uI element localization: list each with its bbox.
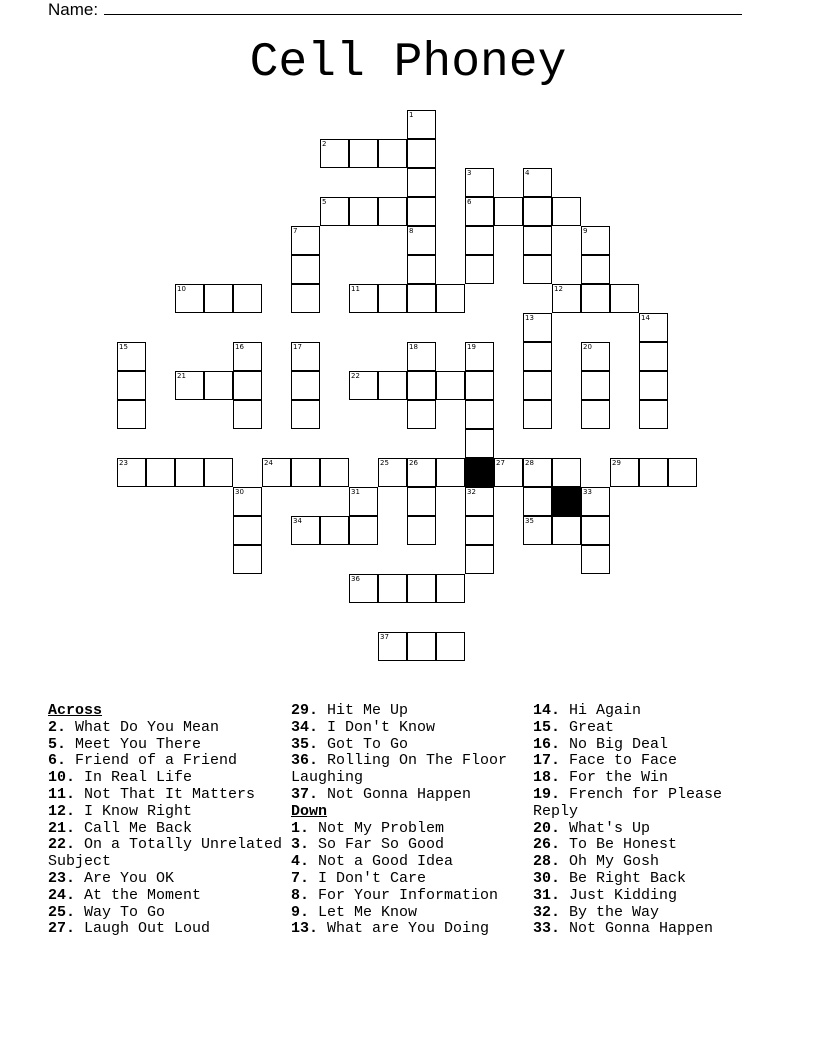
clue-item (291, 921, 523, 938)
clue-item (291, 737, 523, 754)
grid-cell[interactable] (349, 516, 378, 545)
clue-item-number: 1. (291, 819, 310, 837)
grid-cell[interactable] (378, 458, 407, 487)
clue-item-text: In Real Life (75, 769, 193, 787)
clue-item-number: 4. (291, 853, 310, 871)
clue-item-text: What are You Doing (318, 920, 490, 938)
clue-item (48, 737, 284, 754)
clue-item (533, 753, 763, 770)
grid-cell[interactable] (291, 342, 320, 371)
grid-cell[interactable] (204, 371, 233, 400)
clue-item-text: Not Gonna Happen (560, 920, 714, 938)
grid-cell[interactable] (349, 371, 378, 400)
grid-cell[interactable] (233, 371, 262, 400)
clue-item-text: Face to Face (560, 752, 678, 770)
grid-cell[interactable] (639, 313, 668, 342)
clues-column-1 (48, 703, 284, 938)
clue-item (533, 921, 763, 938)
grid-cell[interactable] (610, 284, 639, 313)
clue-number: 29 (612, 459, 621, 467)
clue-item (291, 871, 523, 888)
clue-number: 31 (351, 488, 360, 496)
clue-item (48, 888, 284, 905)
clue-number: 11 (351, 285, 360, 293)
grid-cell[interactable] (465, 226, 494, 255)
clue-number: 21 (177, 372, 186, 380)
clue-item (533, 821, 763, 838)
clue-item (48, 753, 284, 770)
clue-item (48, 921, 284, 938)
clue-item-text: Just Kidding (560, 886, 678, 904)
clue-number: 8 (409, 227, 414, 235)
clue-item-number: 29. (291, 702, 319, 719)
grid-cell[interactable] (581, 545, 610, 574)
grid-cell[interactable] (523, 168, 552, 197)
grid-cell[interactable] (233, 342, 262, 371)
clue-item-text: Rolling On The Floor Laughing (291, 752, 508, 787)
clue-number: 1 (409, 111, 414, 119)
clue-item-number: 6. (48, 752, 67, 770)
grid-cell[interactable] (407, 197, 436, 226)
grid-cell[interactable] (639, 458, 668, 487)
grid-cell[interactable] (465, 342, 494, 371)
clue-item-number: 16. (533, 735, 561, 753)
clue-number: 5 (322, 198, 327, 206)
clue-number: 13 (525, 314, 534, 322)
grid-cell[interactable] (117, 458, 146, 487)
grid-cell[interactable] (407, 284, 436, 313)
clue-number: 23 (119, 459, 128, 467)
clue-number: 19 (467, 343, 476, 351)
clue-item-number: 37. (291, 785, 319, 803)
clue-item-text: Be Right Back (560, 869, 687, 887)
grid-cell[interactable] (465, 255, 494, 284)
clues-column-2 (291, 703, 523, 938)
grid-cell[interactable] (523, 371, 552, 400)
clue-number: 6 (467, 198, 472, 206)
clue-item-text: Oh My Gosh (560, 853, 660, 871)
clue-number: 34 (293, 517, 302, 525)
clue-item (291, 821, 523, 838)
grid-cell[interactable] (291, 284, 320, 313)
grid-cell[interactable] (378, 371, 407, 400)
clue-number: 33 (583, 488, 592, 496)
grid-cell[interactable] (407, 226, 436, 255)
clue-item-text: Not Gonna Happen (318, 785, 472, 803)
clue-item (533, 770, 763, 787)
grid-cell[interactable] (581, 226, 610, 255)
grid-cell[interactable] (465, 197, 494, 226)
clue-item-text: Not That It Matters (75, 785, 256, 803)
grid-cell[interactable] (639, 371, 668, 400)
grid-cell[interactable] (436, 458, 465, 487)
clue-item-text: Not a Good Idea (309, 853, 454, 871)
grid-cell[interactable] (378, 197, 407, 226)
clue-item-number: 33. (533, 920, 561, 938)
clue-item-number: 9. (291, 903, 310, 921)
clue-item-text: Are You OK (75, 869, 175, 887)
clue-item-text: For the Win (560, 769, 669, 787)
clue-item (291, 837, 523, 854)
grid-cell[interactable] (204, 284, 233, 313)
clue-number: 26 (409, 459, 418, 467)
grid-cell[interactable] (407, 110, 436, 139)
grid-cell[interactable] (581, 400, 610, 429)
clue-number: 25 (380, 459, 389, 467)
grid-cell[interactable] (523, 458, 552, 487)
clue-item-text: Way To Go (75, 903, 166, 921)
clue-item-number: 21. (48, 819, 76, 837)
clue-number: 16 (235, 343, 244, 351)
grid-cell[interactable] (523, 487, 552, 516)
clue-item-text: Let Me Know (309, 903, 418, 921)
grid-cell[interactable] (581, 255, 610, 284)
black-cell (552, 487, 581, 516)
grid-cell[interactable] (349, 139, 378, 168)
grid-cell[interactable] (175, 371, 204, 400)
grid-cell[interactable] (378, 284, 407, 313)
clue-item-text: To Be Honest (560, 836, 678, 854)
clue-item (291, 787, 523, 804)
clue-number: 35 (525, 517, 534, 525)
clue-number: 12 (554, 285, 563, 293)
grid-cell[interactable] (552, 458, 581, 487)
grid-cell[interactable] (436, 371, 465, 400)
clue-number: 27 (496, 459, 505, 467)
clue-item-text: On a Totally Unrelated Subject (48, 836, 283, 871)
grid-cell[interactable] (494, 458, 523, 487)
clue-item-text: I Don't Know (318, 718, 436, 736)
grid-cell[interactable] (552, 516, 581, 545)
clue-number: 17 (293, 343, 302, 351)
grid-cell[interactable] (407, 400, 436, 429)
clue-number: 36 (351, 575, 360, 583)
clue-item-number: 19. (533, 785, 561, 803)
grid-cell[interactable] (291, 226, 320, 255)
clue-item-number: 10. (48, 769, 76, 787)
grid-cell[interactable] (639, 342, 668, 371)
clue-item-text: French for Please Reply (533, 785, 723, 820)
grid-cell[interactable] (233, 487, 262, 516)
clue-number: 4 (525, 169, 530, 177)
grid-cell[interactable] (320, 516, 349, 545)
grid-cell[interactable] (465, 400, 494, 429)
clue-item-number: 28. (533, 853, 561, 871)
clue-item-number: 20. (533, 819, 561, 837)
clue-item-text: Not My Problem (309, 819, 445, 837)
grid-cell[interactable] (436, 574, 465, 603)
clue-item-text: Call Me Back (75, 819, 193, 837)
grid-cell[interactable] (320, 197, 349, 226)
clue-item (48, 821, 284, 838)
clue-number: 18 (409, 343, 418, 351)
clue-item (533, 854, 763, 871)
grid-cell[interactable] (320, 458, 349, 487)
grid-cell[interactable] (523, 400, 552, 429)
grid-cell[interactable] (407, 487, 436, 516)
clue-item (48, 871, 284, 888)
clue-item-number: 31. (533, 886, 561, 904)
grid-cell[interactable] (320, 139, 349, 168)
clue-item-number: 3. (291, 836, 310, 854)
clue-item (48, 837, 284, 871)
clue-item-text: Meet You There (66, 735, 202, 753)
clue-item-text: Got To Go (318, 735, 409, 753)
grid-cell[interactable] (349, 487, 378, 516)
grid-cell[interactable] (523, 197, 552, 226)
black-cell (465, 458, 494, 487)
clue-number: 24 (264, 459, 273, 467)
grid-cell[interactable] (378, 632, 407, 661)
grid-cell[interactable] (407, 342, 436, 371)
grid-cell[interactable] (407, 574, 436, 603)
clue-number: 2 (322, 140, 327, 148)
grid-cell[interactable] (291, 255, 320, 284)
grid-cell[interactable] (378, 139, 407, 168)
grid-cell[interactable] (117, 400, 146, 429)
clue-number: 3 (467, 169, 472, 177)
clue-item (533, 905, 763, 922)
clue-item-number: 26. (533, 836, 561, 854)
clue-item-number: 15. (533, 718, 561, 736)
grid-cell[interactable] (552, 197, 581, 226)
grid-cell[interactable] (117, 371, 146, 400)
clue-item-text: I Know Right (75, 802, 193, 820)
grid-cell[interactable] (581, 284, 610, 313)
grid-cell[interactable] (465, 429, 494, 458)
clue-item (533, 737, 763, 754)
clue-item (533, 871, 763, 888)
clue-item-number: 13. (291, 920, 319, 938)
clue-item-text: So Far So Good (309, 836, 445, 854)
grid-cell[interactable] (552, 284, 581, 313)
clue-item (48, 905, 284, 922)
grid-cell[interactable] (523, 226, 552, 255)
grid-cell[interactable] (523, 255, 552, 284)
clue-item-number: 2. (48, 718, 67, 736)
grid-cell[interactable] (465, 545, 494, 574)
grid-cell[interactable] (465, 516, 494, 545)
clue-item-text: By the Way (560, 903, 660, 921)
grid-cell[interactable] (349, 284, 378, 313)
clue-item (533, 720, 763, 737)
clue-number: 15 (119, 343, 128, 351)
grid-cell[interactable] (639, 400, 668, 429)
clue-item (533, 837, 763, 854)
puzzle-title: Cell Phoney (249, 36, 567, 90)
clue-number: 14 (641, 314, 650, 322)
clue-item-number: 17. (533, 752, 561, 770)
clues-column-3 (533, 703, 763, 938)
clue-item-text: No Big Deal (560, 735, 669, 753)
grid-cell[interactable] (581, 342, 610, 371)
clue-number: 30 (235, 488, 244, 496)
clue-item-number: 30. (533, 869, 561, 887)
clue-item (291, 888, 523, 905)
grid-cell[interactable] (175, 458, 204, 487)
clue-item-number: 25. (48, 903, 76, 921)
grid-cell[interactable] (407, 632, 436, 661)
clue-item-text: Hi Again (560, 702, 642, 719)
clue-item-text: Laugh Out Loud (75, 920, 211, 938)
clue-number: 20 (583, 343, 592, 351)
grid-cell[interactable] (291, 458, 320, 487)
grid-cell[interactable] (349, 197, 378, 226)
grid-cell[interactable] (465, 487, 494, 516)
grid-cell[interactable] (668, 458, 697, 487)
grid-cell[interactable] (291, 400, 320, 429)
grid-cell[interactable] (581, 516, 610, 545)
clue-item (291, 720, 523, 737)
grid-cell[interactable] (204, 458, 233, 487)
grid-cell[interactable] (523, 342, 552, 371)
grid-cell[interactable] (233, 516, 262, 545)
clue-item-number: 14. (533, 702, 561, 719)
grid-cell[interactable] (407, 458, 436, 487)
clue-item-number: 35. (291, 735, 319, 753)
name-label: Name: (48, 0, 99, 19)
grid-cell[interactable] (581, 371, 610, 400)
clue-item (48, 804, 284, 821)
grid-cell[interactable] (581, 487, 610, 516)
clue-item-number: 5. (48, 735, 67, 753)
clue-number: 7 (293, 227, 298, 235)
clue-item-number: 22. (48, 836, 76, 854)
clue-item-text: At the Moment (75, 886, 202, 904)
clue-item-number: 11. (48, 785, 76, 803)
grid-cell[interactable] (378, 574, 407, 603)
grid-cell[interactable] (349, 574, 378, 603)
clue-item-number: 36. (291, 752, 319, 770)
clue-item-text: Friend of a Friend (66, 752, 238, 770)
clue-item-text: What Do You Mean (66, 718, 220, 736)
clue-item (533, 703, 763, 720)
grid-cell[interactable] (436, 284, 465, 313)
clue-item (533, 787, 763, 821)
clue-number: 37 (380, 633, 389, 641)
grid-cell[interactable] (407, 168, 436, 197)
clue-item (48, 787, 284, 804)
clue-item (48, 770, 284, 787)
grid-cell[interactable] (233, 545, 262, 574)
clue-item-number: 12. (48, 802, 76, 820)
grid-cell[interactable] (146, 458, 175, 487)
clue-item (48, 720, 284, 737)
clue-number: 10 (177, 285, 186, 293)
clue-item (291, 854, 523, 871)
grid-cell[interactable] (494, 197, 523, 226)
grid-cell[interactable] (610, 458, 639, 487)
grid-cell[interactable] (233, 400, 262, 429)
grid-cell[interactable] (407, 516, 436, 545)
clue-item-number: 23. (48, 869, 76, 887)
clue-item-number: 32. (533, 903, 561, 921)
grid-cell[interactable] (523, 516, 552, 545)
grid-cell[interactable] (465, 371, 494, 400)
clue-item-text: What's Up (560, 819, 651, 837)
grid-cell[interactable] (291, 371, 320, 400)
clue-number: 9 (583, 227, 588, 235)
clue-item-text: For Your Information (309, 886, 499, 904)
clue-item-number: 34. (291, 718, 319, 736)
clue-item-text: Hit Me Up (318, 702, 409, 719)
clue-item (291, 703, 523, 720)
clue-item (291, 905, 523, 922)
grid-cell[interactable] (465, 168, 494, 197)
grid-cell[interactable] (175, 284, 204, 313)
grid-cell[interactable] (262, 458, 291, 487)
grid-cell[interactable] (233, 284, 262, 313)
grid-cell[interactable] (407, 255, 436, 284)
clue-item-number: 24. (48, 886, 76, 904)
grid-cell[interactable] (291, 516, 320, 545)
clue-item-number: 18. (533, 769, 561, 787)
clue-item (533, 888, 763, 905)
grid-cell[interactable] (407, 371, 436, 400)
clue-item (291, 753, 523, 787)
clue-item-text: Great (560, 718, 615, 736)
clue-number: 22 (351, 372, 360, 380)
grid-cell[interactable] (117, 342, 146, 371)
grid-cell[interactable] (436, 632, 465, 661)
grid-cell[interactable] (523, 313, 552, 342)
clue-number: 32 (467, 488, 476, 496)
clue-number: 28 (525, 459, 534, 467)
clue-item-text: I Don't Care (309, 869, 427, 887)
clue-heading: Across (48, 702, 103, 719)
clue-item-number: 27. (48, 920, 76, 938)
clue-item-number: 8. (291, 886, 310, 904)
grid-cell[interactable] (407, 139, 436, 168)
clue-heading: Down (291, 802, 328, 820)
clue-item-number: 7. (291, 869, 310, 887)
